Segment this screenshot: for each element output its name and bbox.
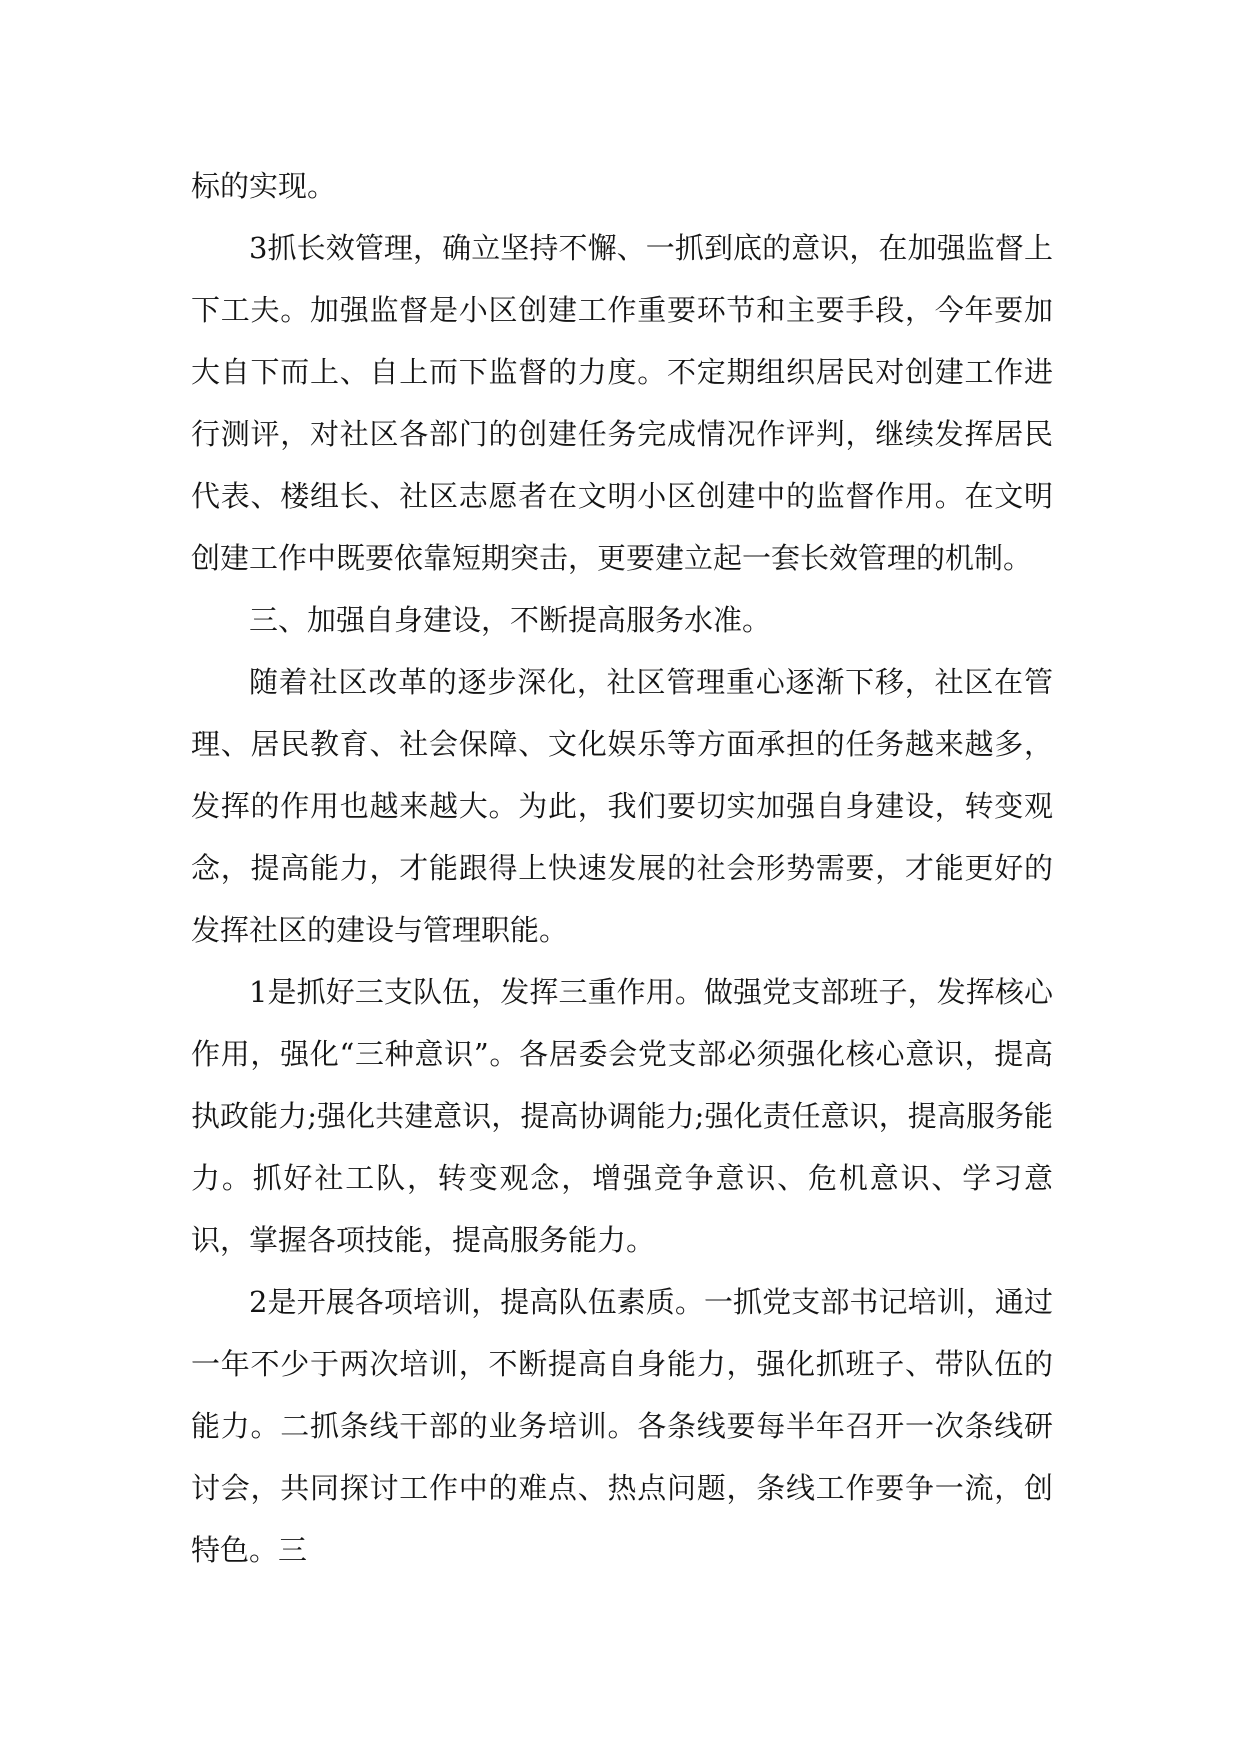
paragraph-5: 2是开展各项培训，提高队伍素质。一抓党支部书记培训，通过一年不少于两次培训，不断提高自身能力，强化抓班子、带队伍的能力。二抓条线干部的业务培训。各条线要每半年召开一次条线研讨会，共同探讨工作中的难点、热点问题，条线工作要争一流，创特色。三 (191, 1285, 1053, 1567)
section-heading: 三、加强自身建设，不断提高服务水准。 (249, 603, 772, 637)
paragraph-4: 1是抓好三支队伍，发挥三重作用。做强党支部班子，发挥核心作用，强化“三种意识”。各居委会党支部必须强化核心意识，提高执政能力;强化共建意识，提高协调能力;强化责任意识，提高服务能力。抓好社工队，转变观念，增强竞争意识、危机意识、学习意识，掌握各项技能，提高服务能力。 (191, 975, 1053, 1257)
paragraph-1: 标的实现。 (191, 169, 337, 203)
paragraph-3: 随着社区改革的逐步深化，社区管理重心逐渐下移，社区在管理、居民教育、社会保障、文化娱乐等方面承担的任务越来越多，发挥的作用也越来越大。为此，我们要切实加强自身建设，转变观念，提高能力，才能跟得上快速发展的社会形势需要，才能更好的发挥社区的建设与管理职能。 (191, 665, 1053, 947)
paragraph-2: 3抓长效管理，确立坚持不懈、一抓到底的意识，在加强监督上下工夫。加强监督是小区创建工作重要环节和主要手段，今年要加大自下而上、自上而下监督的力度。不定期组织居民对创建工作进行测评，对社区各部门的创建任务完成情况作评判，继续发挥居民代表、楼组长、社区志愿者在文明小区创建中的监督作用。在文明创建工作中既要依靠短期突击，更要建立起一套长效管理的机制。 (191, 231, 1053, 575)
document-body (191, 155, 1053, 1581)
